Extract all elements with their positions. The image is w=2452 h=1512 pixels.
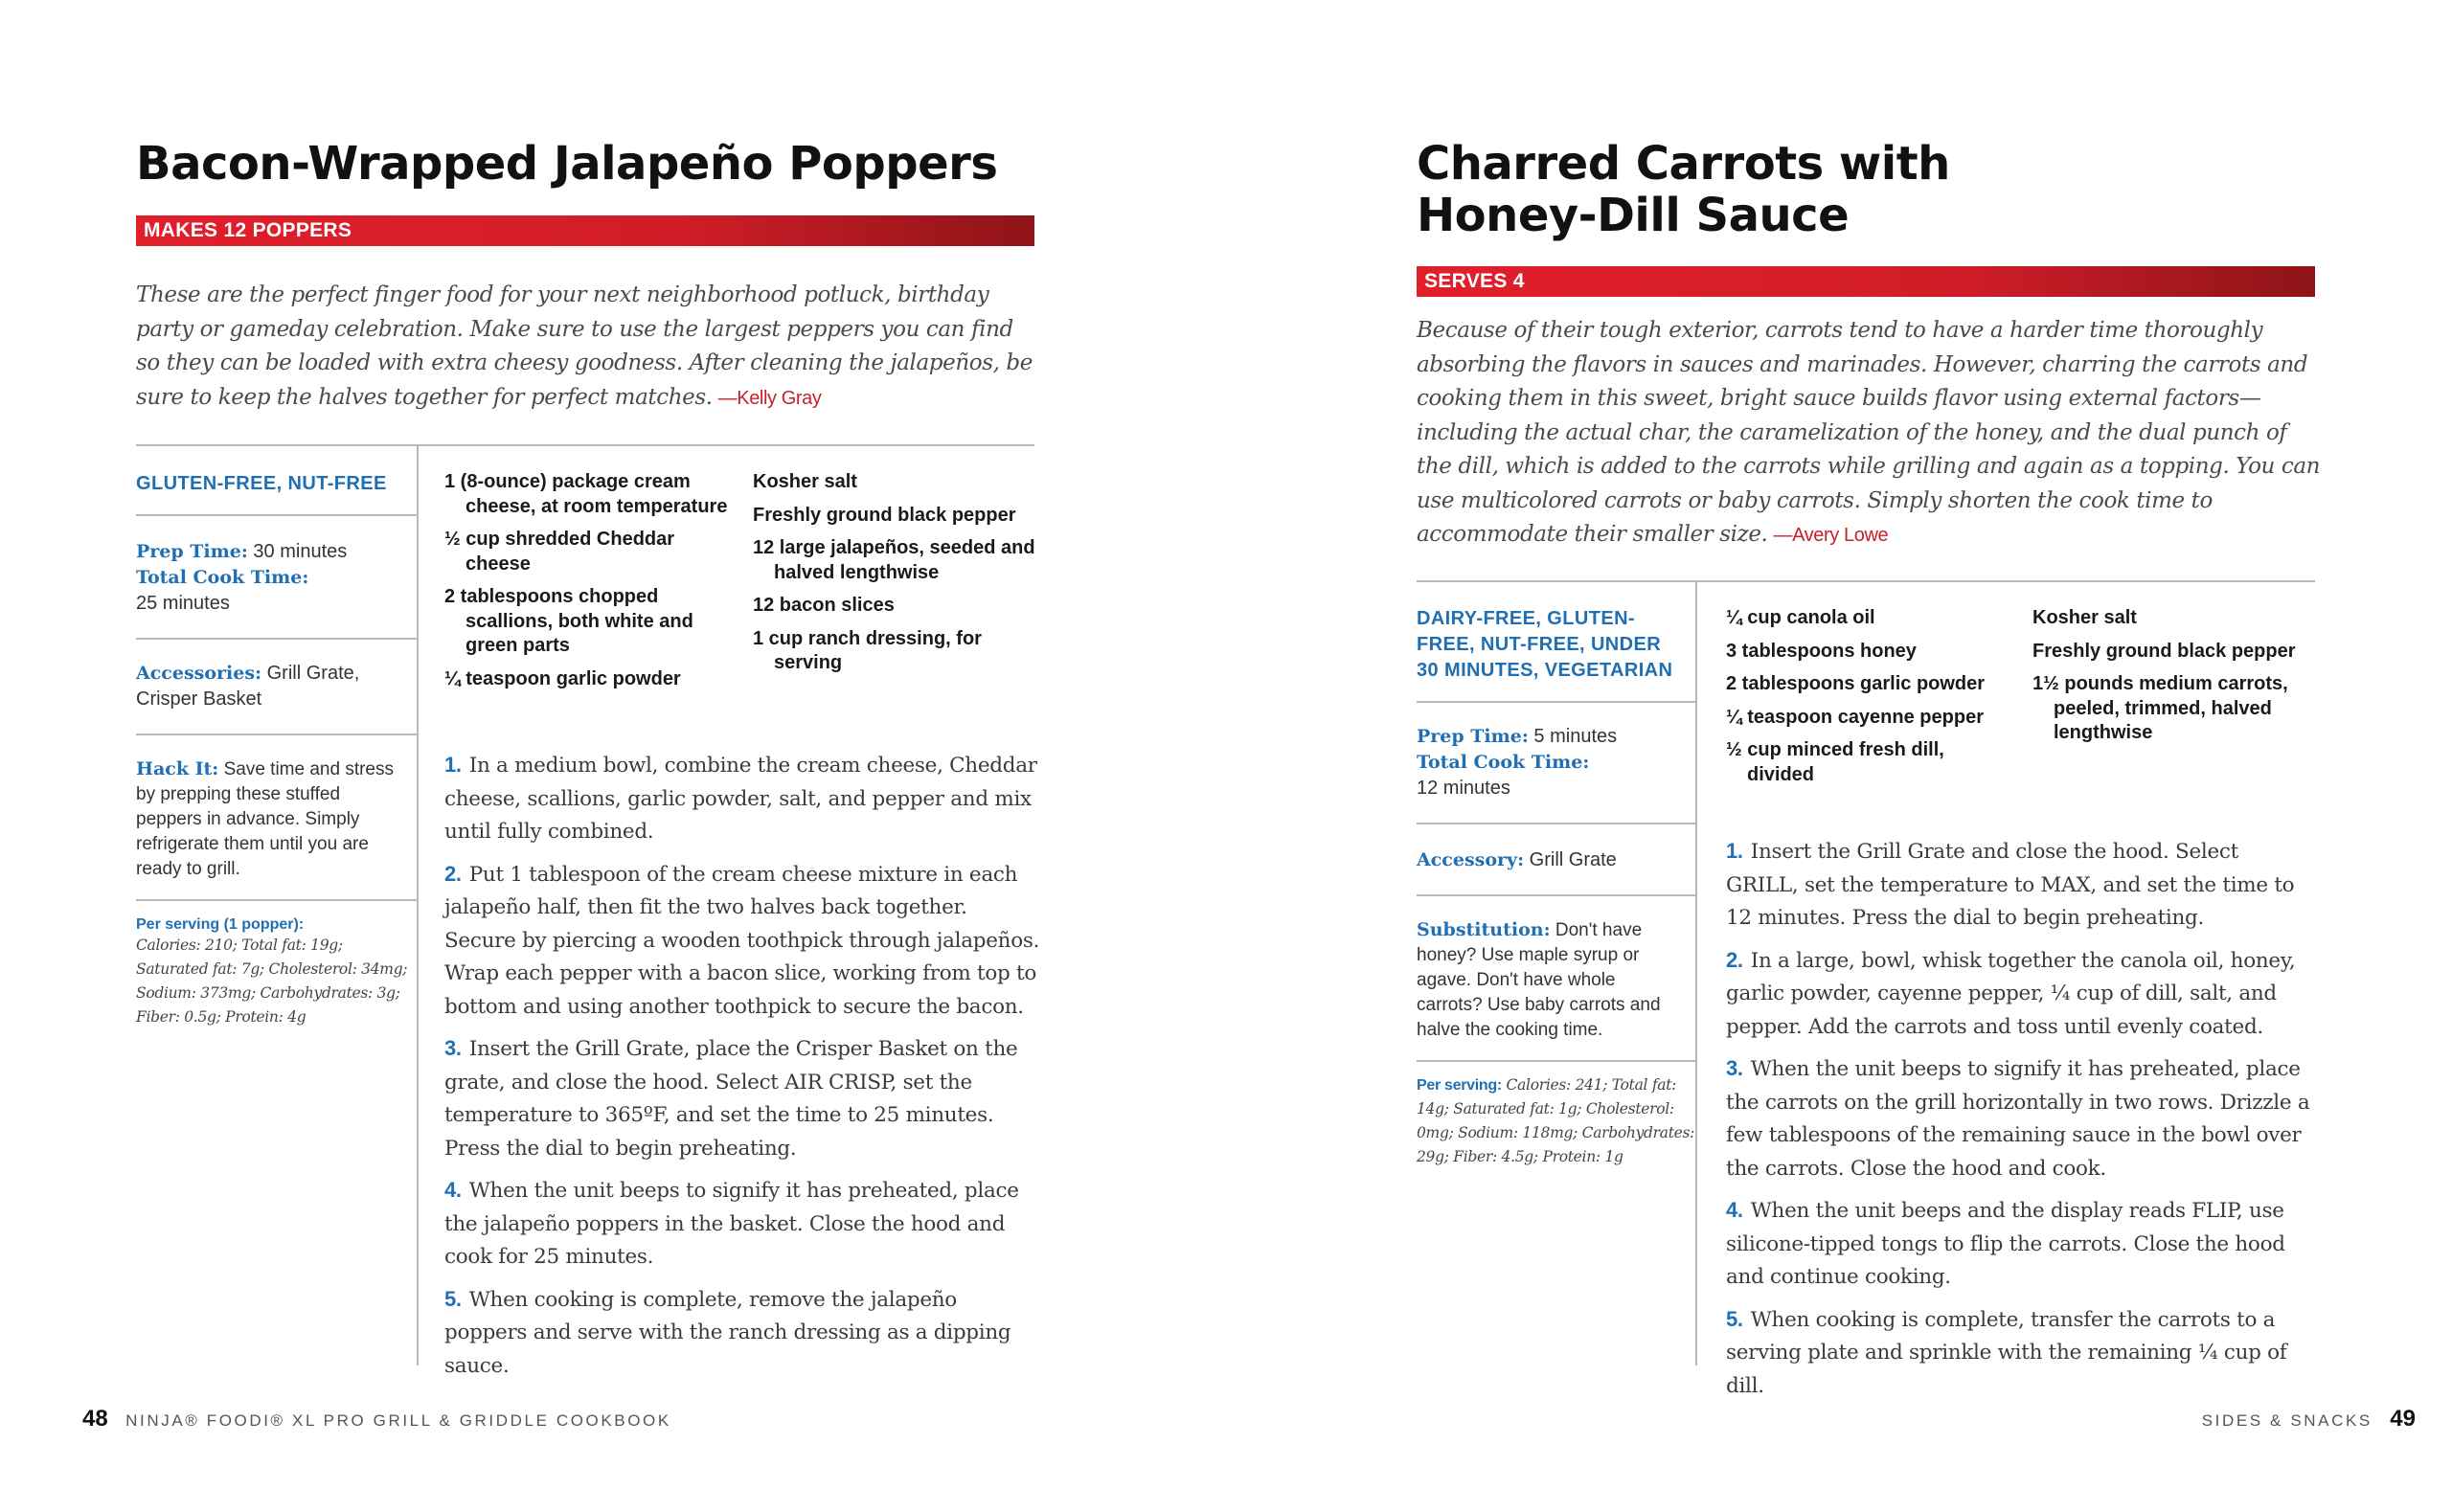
right-page: [1226, 0, 2452, 1512]
intro-author: —Avery Lowe: [1773, 525, 1889, 546]
step-number: 2.: [1726, 947, 1743, 972]
footer: [2202, 1406, 2416, 1433]
sidebar-times: [1417, 703, 1695, 824]
sidebar-nutrition: [1417, 1062, 1695, 1169]
diet-tags: GLUTEN-FREE, NUT-FREE: [136, 473, 387, 494]
accessory-value: Grill Grate: [1529, 849, 1617, 870]
ingredient-item: ½ cup minced fresh dill, divided: [1726, 739, 1944, 785]
ingredient-item: 1½ pounds medium carrots, peeled, trimmed, halved lengthwise: [2032, 673, 2288, 743]
ingredient-item: ¼ teaspoon garlic powder: [444, 667, 681, 689]
instruction-step: [1726, 944, 2315, 1045]
sidebar-tags: [1417, 582, 1695, 703]
step-number: 5.: [1726, 1306, 1743, 1331]
instruction-step: [444, 858, 1040, 1025]
accessories-label: Accessories:: [136, 663, 262, 684]
step-text: Insert the Grill Grate, place the Crisper Basket on the grate, and close the hood. Select AIR CRISP, set the temperature to 365ºF, and set the time to 25 minutes. Press the dial to begin preheating.: [444, 1037, 1018, 1161]
instruction-step: [444, 749, 1040, 849]
ingredient-item: Freshly ground black pepper: [2032, 640, 2296, 662]
instruction-step: [444, 1283, 1040, 1384]
nutrition-label: Per serving (1 popper):: [136, 916, 305, 933]
page-number: 49: [2390, 1406, 2416, 1432]
page-number: 48: [82, 1406, 108, 1432]
ingredients-column-1: [444, 470, 732, 700]
instruction-step: [1726, 835, 2315, 936]
recipe-title: Bacon-Wrapped Jalapeño Poppers: [136, 137, 998, 191]
step-number: 4.: [1726, 1198, 1743, 1222]
footer: [82, 1406, 671, 1433]
cook-time-value: 12 minutes: [1417, 778, 1510, 799]
intro-author: —Kelly Gray: [717, 387, 822, 409]
ingredient-item: Freshly ground black pepper: [753, 504, 1016, 526]
nutrition-value: Calories: 241; Total fat: 14g; Saturated fat: 1g; Cholesterol: 0mg; Sodium: 118mg; Carbohydrates: 29g; Fiber: 4.5g; Protein: 1g: [1417, 1076, 1695, 1165]
running-title: SIDES & SNACKS: [2201, 1411, 2373, 1430]
ingredients-column-2: [753, 470, 1040, 685]
accessories-value: Grill Grate, Crisper Basket: [136, 663, 360, 710]
ingredient-item: ¼ teaspoon cayenne pepper: [1726, 706, 1984, 728]
instruction-step: [1726, 1303, 2315, 1404]
step-number: 3.: [444, 1036, 462, 1060]
prep-time-label: Prep Time:: [1417, 726, 1529, 747]
sidebar-tip: [136, 735, 417, 901]
yield-band: SERVES 4: [1417, 266, 2315, 297]
ingredient-item: ¼ cup canola oil: [1726, 607, 1875, 628]
prep-time-value: 5 minutes: [1533, 726, 1618, 747]
ingredient-item: 12 bacon slices: [753, 595, 895, 616]
cook-time-label: Total Cook Time:: [136, 567, 309, 588]
ingredients-column-2: [2032, 606, 2320, 755]
column-divider: [1695, 582, 1697, 1365]
substitution-value: Don't have honey? Use maple syrup or agave. Don't have whole carrots? Use baby carrots and halve the cooking time.: [1417, 920, 1661, 1040]
recipe-sidebar: [136, 446, 417, 1029]
step-text: Insert the Grill Grate and close the hood. Select GRILL, set the temperature to MAX, and set the time to 12 minutes. Press the dial to begin preheating.: [1726, 840, 2295, 930]
recipe-intro: [1417, 314, 2322, 553]
step-text: In a medium bowl, combine the cream cheese, Cheddar cheese, scallions, garlic powder, salt, and pepper and mix until fully combined.: [444, 754, 1037, 844]
recipe-intro: [136, 279, 1041, 416]
instruction-step: [1726, 1194, 2315, 1295]
step-number: 3.: [1726, 1056, 1743, 1080]
recipe-sidebar: [1417, 582, 1695, 1169]
sidebar-times: [136, 516, 417, 640]
step-text: When the unit beeps to signify it has preheated, place the jalapeño poppers in the basket. Close the hood and cook for 25 minutes.: [444, 1179, 1019, 1269]
yield-band: MAKES 12 POPPERS: [136, 215, 1034, 246]
cook-time-label: Total Cook Time:: [1417, 752, 1590, 773]
step-number: 1.: [1726, 839, 1743, 863]
prep-time-value: 30 minutes: [253, 541, 348, 562]
sidebar-accessories: [136, 640, 417, 735]
ingredient-item: 3 tablespoons honey: [1726, 640, 1917, 662]
recipe-title-line-1: Charred Carrots with: [1417, 137, 1950, 191]
step-number: 2.: [444, 861, 462, 886]
nutrition-value: Calories: 210; Total fat: 19g; Saturated fat: 7g; Cholesterol: 34mg; Sodium: 373mg; Carbohydrates: 3g; Fiber: 0.5g; Protein: 4g: [136, 937, 408, 1026]
instructions: [1726, 835, 2315, 1411]
ingredient-item: 2 tablespoons garlic powder: [1726, 673, 1986, 694]
hack-label: Hack It:: [136, 758, 219, 779]
sidebar-substitution: [1417, 896, 1695, 1062]
recipe-title: [1417, 138, 1950, 241]
ingredient-item: Kosher salt: [2032, 607, 2137, 628]
ingredients-column-1: [1726, 606, 2013, 796]
step-number: 1.: [444, 753, 462, 777]
step-text: When cooking is complete, remove the jalapeño poppers and serve with the ranch dressing as a dipping sauce.: [444, 1287, 1011, 1378]
substitution-label: Substitution:: [1417, 919, 1551, 940]
step-text: When the unit beeps and the display reads FLIP, use silicone-tipped tongs to flip the carrots. Close the hood and continue cooking.: [1726, 1199, 2285, 1289]
step-number: 4.: [444, 1178, 462, 1202]
diet-tags: DAIRY-FREE, GLUTEN-FREE, NUT-FREE, UNDER 30 MINUTES, VEGETARIAN: [1417, 608, 1673, 681]
hack-value: Save time and stress by prepping these stuffed peppers in advance. Simply refrigerate them until you are ready to grill.: [136, 759, 394, 879]
ingredient-item: 1 cup ranch dressing, for serving: [753, 627, 982, 673]
sidebar-accessory: [1417, 824, 1695, 896]
instruction-step: [444, 1032, 1040, 1165]
sidebar-nutrition: [136, 901, 417, 1029]
step-text: Put 1 tablespoon of the cream cheese mixture in each jalapeño half, then fit the two halves back together. Secure by piercing a wooden toothpick through jalapeños. Wrap each pepper with a bacon slice, working from top to bottom and using another toothpick to secure the bacon.: [444, 862, 1040, 1019]
prep-time-label: Prep Time:: [136, 541, 248, 562]
intro-text: Because of their tough exterior, carrots tend to have a harder time thoroughly absorbing the flavors in sauces and marinades. However, charring the carrots and cooking them in this sweet, bright sauce builds flavor using external factors—including the actual char, the caramelization of the honey, and the dual punch of the dill, which is added to the carrots while grilling and again as a topping. You can use multicolored carrots or baby carrots. Simply shorten the cook time to accommodate their smaller size.: [1417, 318, 2321, 547]
ingredient-item: ½ cup shredded Cheddar cheese: [444, 529, 675, 575]
intro-text: These are the perfect finger food for your next neighborhood potluck, birthday party or gameday celebration. Make sure to use the largest peppers you can find so they can be loaded with extra cheesy goodness. After cleaning the jalapeños, be sure to keep the halves together for perfect matches.: [136, 282, 1033, 410]
ingredient-item: 12 large jalapeños, seeded and halved lengthwise: [753, 537, 1035, 583]
sidebar-tags: [136, 446, 417, 516]
step-text: When the unit beeps to signify it has preheated, place the carrots on the grill horizontally in two rows. Drizzle a few tablespoons of the remaining sauce in the bowl over the carrots. Close the hood and cook.: [1726, 1057, 2310, 1181]
nutrition-label: Per serving:: [1417, 1077, 1502, 1094]
step-text: When cooking is complete, transfer the carrots to a serving plate and sprinkle with the remaining ¼ cup of dill.: [1726, 1307, 2287, 1398]
recipe-title-line-2: Honey-Dill Sauce: [1417, 189, 1850, 242]
running-title: NINJA® FOODI® XL PRO GRILL & GRIDDLE COOKBOOK: [125, 1411, 671, 1430]
instruction-step: [1726, 1052, 2315, 1185]
cook-time-value: 25 minutes: [136, 593, 230, 614]
step-number: 5.: [444, 1286, 462, 1311]
column-divider: [417, 446, 419, 1365]
instruction-step: [444, 1174, 1040, 1275]
ingredient-item: 2 tablespoons chopped scallions, both white and green parts: [444, 586, 693, 656]
ingredient-item: 1 (8-ounce) package cream cheese, at room temperature: [444, 471, 728, 517]
accessory-label: Accessory:: [1417, 849, 1525, 870]
instructions: [444, 749, 1040, 1391]
step-text: In a large, bowl, whisk together the canola oil, honey, garlic powder, cayenne pepper, ¼ cup of dill, salt, and pepper. Add the carrots and toss until evenly coated.: [1726, 948, 2296, 1039]
ingredient-item: Kosher salt: [753, 471, 857, 492]
